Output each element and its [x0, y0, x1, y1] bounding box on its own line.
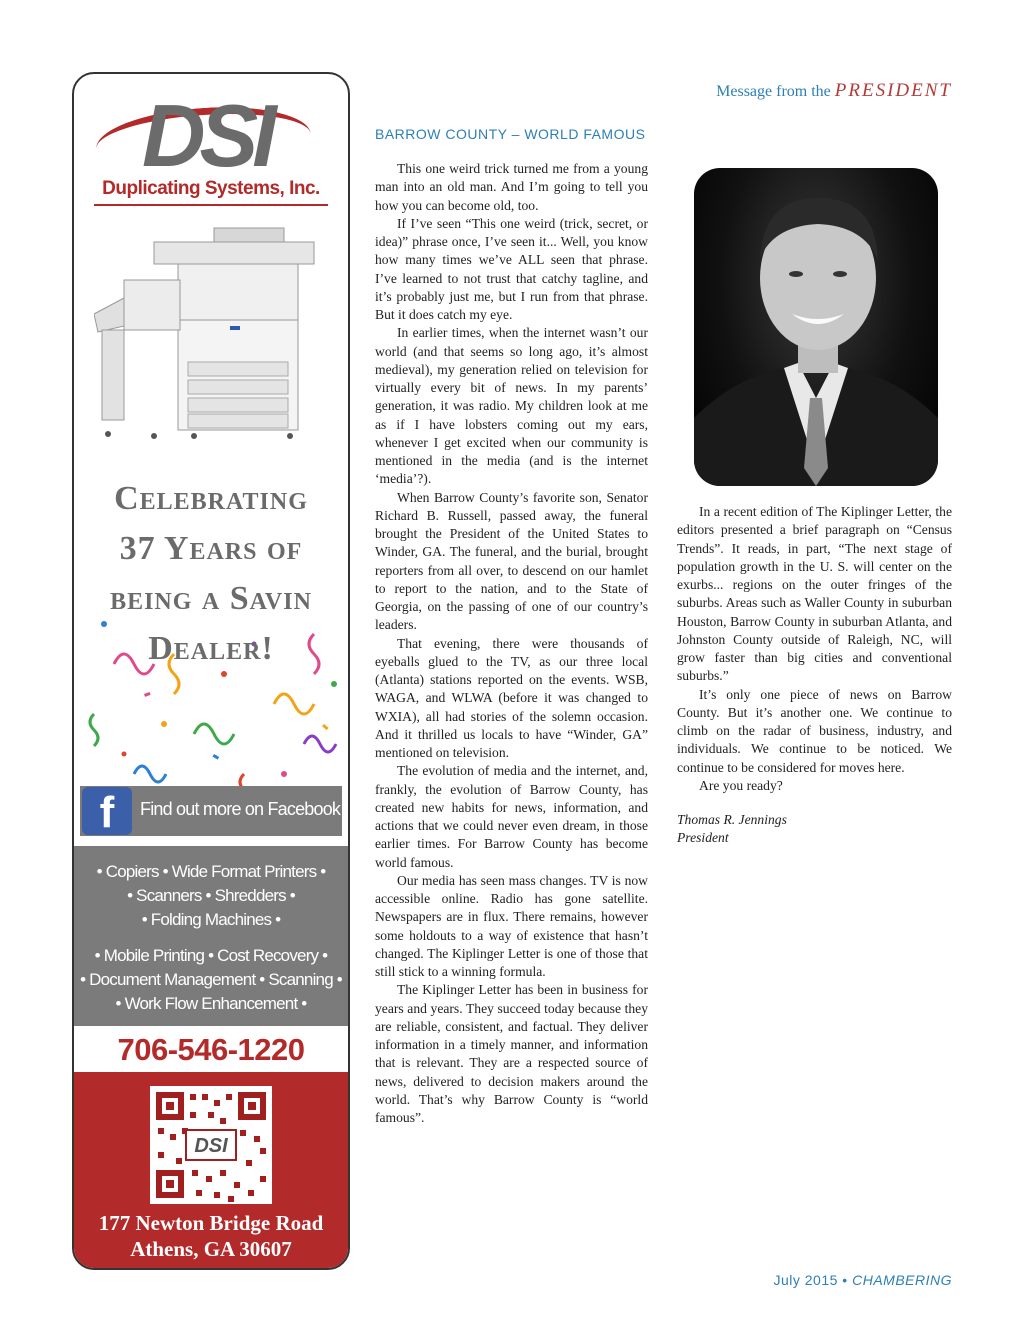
- section-header-prefix: Message from the: [716, 83, 831, 100]
- service-line: • Copiers • Wide Format Printers •: [96, 862, 326, 881]
- section-header-title: PRESIDENT: [834, 80, 952, 101]
- page-footer: [773, 1272, 952, 1288]
- celebration-line-3: being a Savin: [110, 580, 312, 617]
- facebook-text: Find out more on Facebook: [140, 799, 341, 819]
- service-line: • Scanners • Shredders •: [127, 886, 295, 905]
- article-paragraph: The Kiplinger Letter has been in business for years and years. They succeed today because they are reliable, consistent, and factual. They deliver information in a timely manner, and information that is relevant. They are a respected source of news, delivered to decision makers around the world. That’s why Barrow County is “world famous”.: [375, 982, 648, 1125]
- company-name: Duplicating Systems, Inc.: [102, 178, 320, 199]
- celebration-line-1: Celebrating: [114, 480, 308, 517]
- signature-name: Thomas R. Jennings: [677, 812, 787, 827]
- president-portrait: [694, 168, 938, 486]
- celebration-message: [74, 474, 348, 674]
- dsi-advertisement: [72, 72, 350, 1270]
- article-paragraph: Our media has seen mass changes. TV is now accessible online. Radio has gone satellite. Newspapers are in flux. There remains, however some holdouts to a way of existence that hasn’t changed. The Kiplinger Letter is one of those that still stick to a winning formula.: [375, 872, 648, 979]
- qr-code[interactable]: [150, 1086, 272, 1204]
- ad-address: [74, 1210, 348, 1262]
- facebook-bar[interactable]: [80, 786, 342, 836]
- portrait-illustration: [694, 168, 938, 486]
- service-line: • Document Management • Scanning •: [80, 970, 342, 989]
- article-paragraph: The evolution of media and the internet, and, frankly, the evolution of Barrow County, has created new habits for news, information, and actions that we could never even dream, in those earlier times. For Barrow County has become world famous.: [375, 763, 648, 870]
- services-list: [74, 846, 348, 1026]
- qr-logo-text: DSI: [194, 1135, 228, 1157]
- celebration-line-4: Dealer!: [148, 630, 274, 667]
- article-paragraph: Are you ready?: [699, 777, 783, 793]
- article-paragraph: This one weird trick turned me from a young man into an old man. And I’m going to tell you how you can become old, too.: [375, 161, 648, 213]
- service-line: • Work Flow Enhancement •: [115, 994, 307, 1013]
- article-paragraph: It’s only one piece of news on Barrow County. But it’s another one. We continue to climb on the radar of business, industry, and individuals. We continue to be noticed. We continue to be considered for moves here.: [677, 686, 952, 775]
- logo-letters: DSI: [142, 86, 271, 185]
- footer-magazine: CHAMBERING: [852, 1272, 952, 1288]
- service-line: • Folding Machines •: [141, 910, 281, 929]
- address-block: [74, 1072, 348, 1268]
- footer-date: July 2015: [773, 1272, 838, 1288]
- address-street: 177 Newton Bridge Road: [98, 1211, 324, 1235]
- address-city: Athens, GA 30607: [130, 1237, 292, 1261]
- article-paragraph: That evening, there were thousands of eyeballs glued to the TV, as our three local (Atlanta) stations reported on the events. WSB, WAGA, and WLWA (before it was changed to WXIA), all had stories of the solemn occasion. And it thrilled us locals to have “Winder, GA” mentioned on television.: [375, 635, 648, 760]
- article-column-2: [677, 503, 952, 848]
- celebration-line-2: 37 Years of: [119, 530, 303, 567]
- footer-separator: •: [842, 1272, 848, 1288]
- service-line: • Mobile Printing • Cost Recovery •: [94, 946, 328, 965]
- phone-number: 706-546-1220: [74, 1026, 348, 1074]
- article-paragraph: When Barrow County’s favorite son, Senator Richard B. Russell, passed away, the funeral brought the President of the United States to Winder, GA. The funeral, and the burial, brought reporters from all over, to descend on our hamlet to report to the nation, and to the State of Georgia, on the passing of one of our country’s leaders.: [375, 489, 648, 633]
- article-kicker: BARROW COUNTY – WORLD FAMOUS: [375, 126, 646, 142]
- article-column-1: [375, 160, 648, 1127]
- section-header: [716, 80, 952, 102]
- signature-title: President: [677, 830, 729, 846]
- facebook-icon: f: [82, 787, 132, 835]
- company-underline: [94, 204, 328, 206]
- article-paragraph: In a recent edition of The Kiplinger Letter, the editors presented a brief paragraph on “Census Trends”. It reads, in part, “The next stage of population growth in the U. S. will center on the exurbs... regions on the outer fringes of the suburbs. Areas such as Waller County in suburban Houston, Barrow County in suburban Atlanta, and Johnston County outside of Raleigh, NC, will grow faster than big cities and conventional suburbs.”: [677, 504, 952, 684]
- copier-image: [94, 222, 326, 458]
- article-paragraph: If I’ve seen “This one weird (trick, secret, or idea)” phrase once, I’ve seen it... Well, you know how many times we’ve ALL seen that phrase. I’ve learned to not trust that catchy tagline, and it’s probably just me, but I run from that phrase. But it does catch my eye.: [375, 215, 648, 322]
- article-paragraph: In earlier times, when the internet wasn’t our world (and that seems so long ago, it’s almost medieval), my generation relied on television for virtually every bit of news. In my parents’ generation, it was radio. My children look at me as if I have lobsters coming out my ears, whenever I get excited when our community is mentioned in the media (and is the internet ‘media’?).: [375, 325, 648, 487]
